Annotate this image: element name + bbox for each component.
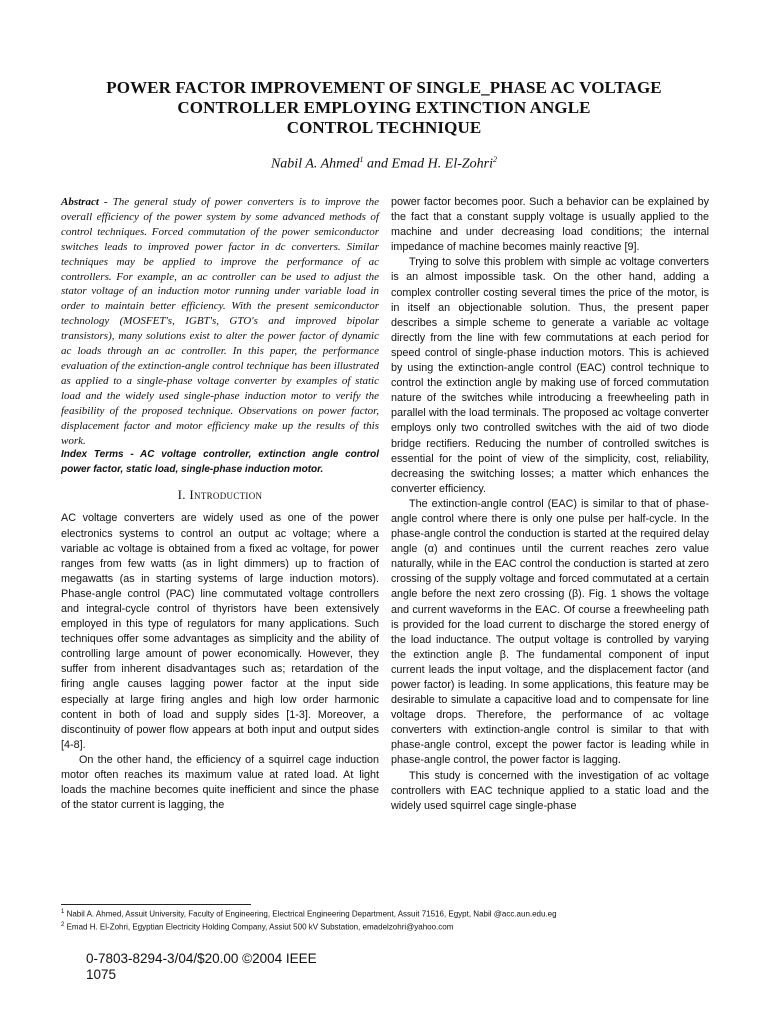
footnote-2-mark: 2 [61, 922, 65, 929]
intro-paragraph-1: AC voltage converters are widely used as one of the power electronics systems to control an output ac voltage; where a variable ac voltage is obtained from a fixed ac voltage, for power ranges from few watts (as in light dimmers) up to fraction of megawatts (as in starting systems of large induction motors). Phase-angle control (PAC) line commutated voltage controllers and integral-cycle control of thyristors have been extensively employed in this type of regulators for many applications. Such techniques offer some advantages as simplicity and the ability of controlling large amount of power economically. However, they suffer from inherent disadvantages such as; retardation of the firing angle causes lagging power factor at the input side especially at large firing angles and high low order harmonic content in both of load and supply sides [1-3]. Moreover, a discontinuity of power flow appears at both input and output sides [4-8]. [61, 512, 379, 751]
footnote-1-text: Nabil A. Ahmed, Assuit University, Faculty of Engineering, Electrical Engineering Department, Assuit 71516, Egypt, Nabil @acc.aun.edu.eg [64, 909, 557, 919]
section-heading-introduction [61, 487, 379, 503]
title-line-1: POWER FACTOR IMPROVEMENT OF SINGLE_PHASE AC VOLTAGE [106, 78, 662, 97]
left-column [61, 195, 379, 813]
paper-title [40, 78, 728, 138]
page-number: 1075 [86, 967, 117, 982]
author-1-affil-mark: 1 [359, 155, 364, 164]
abstract [61, 195, 379, 448]
author-1: Nabil A. Ahmed [270, 156, 360, 172]
section-number: I. [177, 487, 190, 503]
footnote-2 [61, 920, 721, 933]
author-2-affil-mark: 2 [493, 155, 498, 164]
right-paragraph-3: The extinction-angle control (EAC) is similar to that of phase-angle control where there is only one pulse per half-cycle. In the phase-angle control the conduction is started at the required delay angle (α) and continues until the current reaches zero value naturally, while in the EAC control the conduction is started at zero crossing of the supply voltage and forced commutated at a certain angle before the next zero crossing (β). Fig. 1 shows the voltage and current waveforms in the EAC. Of course a freewheeling path is provided for the load current to discharge the stored energy of the load inductance. The output voltage is controlled by varying the extinction angle β. The fundamental component of input current leads the input voltage, and the displacement factor (and power factor) is leading. In some applications, this feature may be desirable to simulate a capacitive load and to compensate for line voltage drops. Therefore, the performance of ac voltage converters with extinction-angle control is similar to that with phase-angle control, except the power factor is leading while in phase-angle control, the power factor is lagging. [391, 497, 709, 767]
right-paragraph-2: Trying to solve this problem with simple ac voltage converters is an almost impossible task. On the other hand, adding a complex controller costing several times the price of the motor, is in itself an objectionable solution. Thus, the present paper describes a simple scheme to generate a variable ac voltage directly from the line with few commutations at each period for speed control of single-phase induction motors. This is achieved by using the extinction-angle control (EAC) control technique to control the extinction angle by making use of forced commutation nature of the switches while introducing a freewheeling path in parallel with the load terminals. The proposed ac voltage converter employs only two controlled switches with the aid of two diode bridge rectifiers. Reducing the number of controlled switches is essential for the point of view of the simplicity, cost, reliability, decreasing the switching losses; a matter which enhances the converter efficiency. [391, 256, 709, 495]
footnote-1 [61, 907, 721, 920]
footnotes [61, 907, 721, 933]
right-paragraph-1: power factor becomes poor. Such a behavior can be explained by the fact that a constant supply voltage is usually applied to the machine and under decreasing load conditions; the internal impedance of machine becomes mainly reactive [9]. [391, 196, 709, 254]
author-2: Emad H. El-Zohri [391, 156, 494, 172]
footnote-1-mark: 1 [61, 909, 65, 915]
intro-paragraph-2: On the other hand, the efficiency of a squirrel cage induction motor often reaches its maximum value at rated load. At light loads the machine becomes quite inefficient and since the phase of the stator current is lagging, the [61, 753, 379, 812]
right-column [391, 195, 709, 814]
abstract-lead: Abstract - [61, 196, 113, 208]
title-line-3: CONTROL TECHNIQUE [286, 118, 482, 137]
copyright-line: 0-7803-8294-3/04/$20.00 ©2004 IEEE [86, 951, 317, 966]
author-line [40, 151, 728, 174]
footnote-rule [61, 904, 251, 905]
footnote-2-text: Emad H. El-Zohri, Egyptian Electricity Holding Company, Assiut 500 kV Substation, emadelzohri@yahoo.com [64, 922, 454, 932]
page-footer [86, 951, 317, 983]
section-title: Introduction [189, 487, 263, 503]
title-line-2: CONTROLLER EMPLOYING EXTINCTION ANGLE [177, 98, 591, 117]
author-join: and [363, 156, 392, 172]
abstract-body: The general study of power converters is to improve the overall efficiency of the power system by some advanced methods of control techniques. Forced commutation of the power semiconductor switches leads to improved power factor in dc converters. Similar techniques may be applied to improve the performance of ac controllers. For example, an ac controller can be used to adjust the stator voltage of an induction motor running under variable load in order to maintain better efficiency. With the present semiconductor technology (MOSFET's, IGBT's, GTO's and improved bipolar transistors), many solutions exist to alter the power factor of dynamic ac loads through an ac controller. In this paper, the performance evaluation of the extinction-angle control technique has been illustrated as applied to a single-phase voltage converter by examples of static load and the widely used single-phase induction motor to verify the feasibility of the proposed technique. Observations on power factor, displacement factor and motor efficiency make up the results of this work. [61, 196, 379, 447]
index-terms: Index Terms - AC voltage controller, extinction angle control power factor, static load, single-phase induction motor. [61, 449, 379, 475]
right-paragraph-4: This study is concerned with the investigation of ac voltage controllers with EAC technique applied to a static load and the widely used squirrel cage single-phase [391, 769, 709, 812]
